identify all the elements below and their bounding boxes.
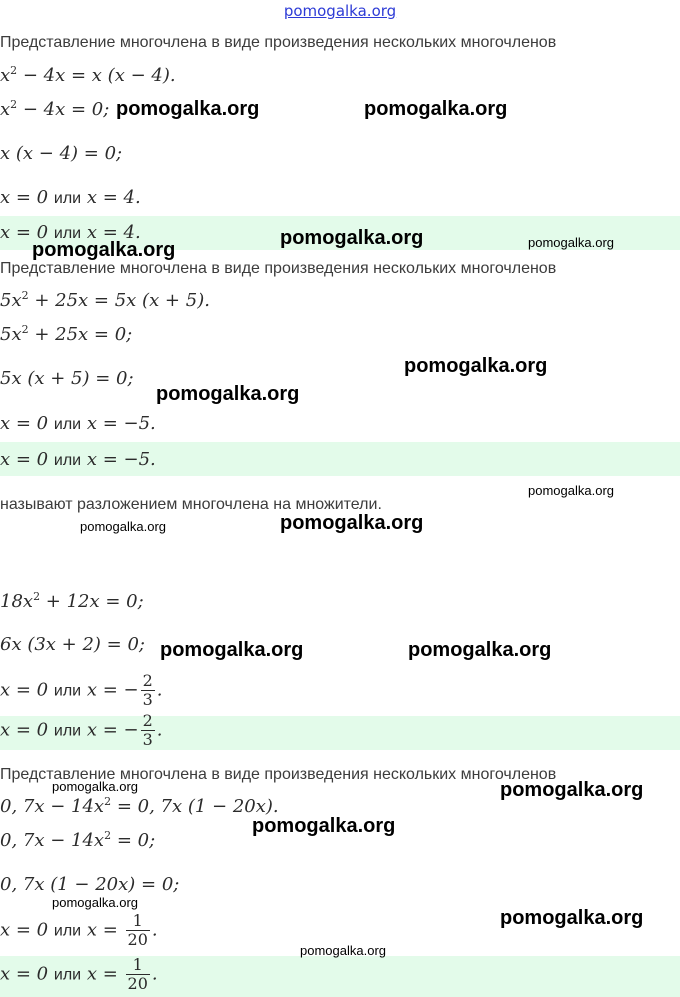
watermark: pomogalka.org: [408, 639, 552, 661]
block2-equation: $5x^2 + 25x = 0$;: [0, 323, 133, 345]
watermark: pomogalka.org: [252, 815, 396, 837]
block2-answer: x = 0 или x = −5.: [0, 449, 156, 470]
block1-identity: $x^2 - 4x = x$ (x − 4).: [0, 64, 176, 86]
watermark: pomogalka.org: [364, 98, 508, 120]
watermark: pomogalka.org: [528, 483, 614, 498]
watermark: pomogalka.org: [156, 383, 300, 405]
watermark: pomogalka.org: [160, 639, 304, 661]
block3-roots-fraction: $\frac{2}{3}$: [142, 671, 153, 709]
watermark: pomogalka.org: [52, 779, 138, 794]
block2-heading: Представление многочлена в виде произведения нескольких многочленов: [0, 260, 557, 277]
watermark: pomogalka.org: [280, 227, 424, 249]
watermark: pomogalka.org: [500, 779, 644, 801]
block3-factored: 6x (3x + 2) = 0;: [0, 634, 145, 655]
block3-answer: x = 0 или x = − $\frac{2}{3}$ .: [0, 712, 163, 749]
block1-factored: x (x − 4) = 0;: [0, 143, 123, 164]
block2-identity: $5x^2 + 25x = 5x$ (x + 5).: [0, 289, 210, 311]
watermark: pomogalka.org: [300, 943, 386, 958]
block1-answer: x = 0 или x = 4.: [0, 222, 141, 243]
watermark: pomogalka.org: [52, 895, 138, 910]
block4-answer: x = 0 или x = $\frac{1}{20}$ .: [0, 956, 158, 993]
watermark: pomogalka.org: [32, 239, 176, 261]
watermark: pomogalka.org: [280, 512, 424, 534]
block4-roots-fraction: $\frac{1}{20}$: [127, 911, 148, 949]
watermark: pomogalka.org: [528, 235, 614, 250]
block4-heading: Представление многочлена в виде произведения нескольких многочленов: [0, 766, 557, 783]
block4-equation: 0, $7x - 14x^2 = 0$;: [0, 829, 156, 851]
block4-factored: 0, 7x (1 − 20x) = 0;: [0, 874, 180, 895]
watermark: pomogalka.org: [500, 907, 644, 929]
block4-identity: 0, $7x - 14x^2 = 0$, 7x (1 − 20x).: [0, 795, 279, 817]
block2-factored: 5x (x + 5) = 0;: [0, 368, 134, 389]
watermark: pomogalka.org: [80, 519, 166, 534]
block1-heading: Представление многочлена в виде произведения нескольких многочленов: [0, 34, 557, 51]
block4-answer-fraction: $\frac{1}{20}$: [127, 956, 148, 993]
factorization-caption: называют разложением многочлена на множители.: [0, 496, 382, 513]
block2-roots: x = 0 или x = −5.: [0, 413, 156, 434]
block3-roots: x = 0 или x = − $\frac{2}{3}$ .: [0, 671, 163, 709]
block3-answer-fraction: $\frac{2}{3}$: [142, 712, 153, 749]
watermark: pomogalka.org: [116, 98, 260, 120]
block3-equation: $18x^2 + 12x = 0$;: [0, 590, 144, 612]
block4-roots: x = 0 или x = $\frac{1}{20}$ .: [0, 911, 158, 949]
site-link[interactable]: pomogalka.org: [283, 2, 397, 20]
watermark: pomogalka.org: [404, 355, 548, 377]
block1-roots: x = 0 или x = 4.: [0, 187, 141, 208]
block1-equation: $x^2 - 4x = 0$;: [0, 98, 110, 120]
